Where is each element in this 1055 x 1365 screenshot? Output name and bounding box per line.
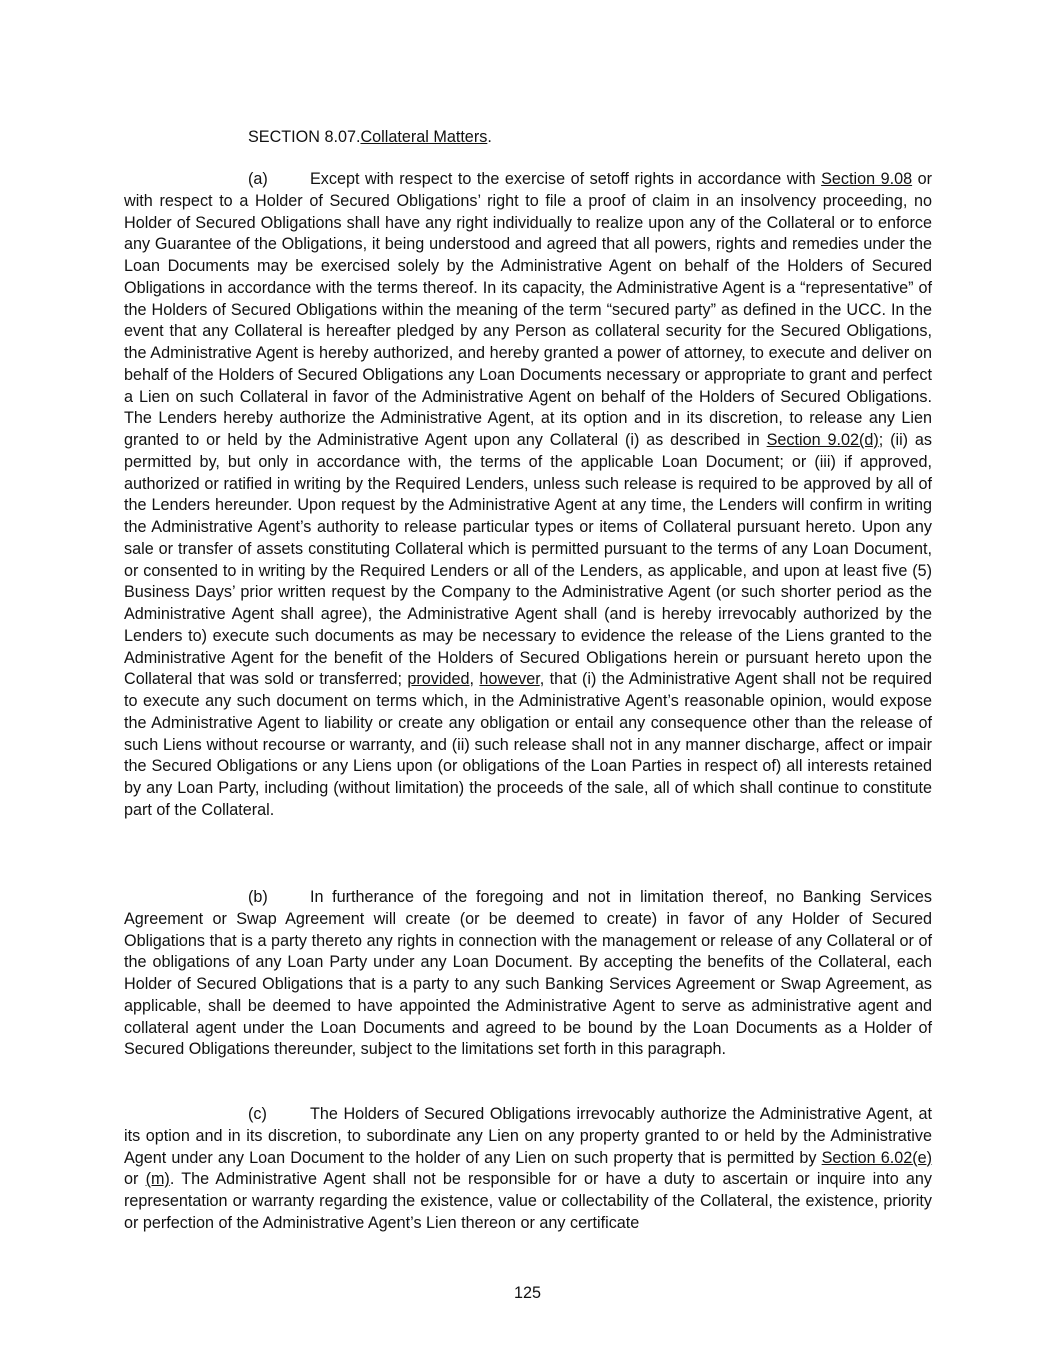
- paragraph-b: [124, 887, 932, 1061]
- paragraph-c-text-3: . The Administrative Agent shall not be responsible for or have a duty to ascertain or inquire into any representation or warranty regarding the existence, value or collectability of the Collateral, the existence, priority or perfection of the Administrative Agent’s Lien thereon or any certificate: [124, 1170, 932, 1232]
- section-6-02e-reference: Section 6.02(e): [821, 1148, 933, 1167]
- paragraph-a-text-4: , that (i) the Administrative Agent shall not be required to execute any such document on terms which, in the Administrative Agent’s reasonable opinion, would expose the Administrative Agent to liability or create any obligation or entail any consequence other than the release of such Liens without recourse or warranty, and (ii) such release shall not in any manner discharge, affect or impair the Secured Obligations or any Liens upon (or obligations of the Loan Parties in respect of) all interests retained by any Loan Party, including (without limitation) the proceeds of the sale, all of which shall continue to constitute part of the Collateral.: [124, 670, 933, 819]
- provided-term: provided: [407, 670, 470, 689]
- paragraph-a-text-3: ; (ii) as permitted by, but only in accordance with, the terms of the applicable Loan Document; or (iii) if approved, authorized or ratified in writing by the Required Lenders, unless such release is required to be approved by all of the Lenders hereunder. Upon request by the Administrative Agent at any time, the Lenders will confirm in writing the Administrative Agent’s authority to release particular types or items of Collateral pursuant hereto. Upon any sale or transfer of assets constituting Collateral which is permitted pursuant to the terms of any Loan Document, or consented to in writing by the Required Lenders or all of the Lenders, as applicable, and upon at least five (5) Business Days’ prior written request by the Company to the Administrative Agent (or such shorter period as the Administrative Agent shall agree), the Administrative Agent shall (and is hereby irrevocably authorized by the Lenders to) execute such documents as may be necessary to evidence the release of the Liens granted to the Administrative Agent for the benefit of the Holders of Secured Obligations herein or pursuant hereto upon the Collateral that was sold or transferred;: [124, 431, 933, 689]
- section-title: Collateral Matters: [360, 128, 488, 146]
- paragraph-c-text-1: The Holders of Secured Obligations irrevocably authorize the Administrative Agent, at its option and in its discretion, to subordinate any Lien on any property granted to or held by the Administrative Agent under any Loan Document to the holder of any Lien on such property that is permitted by: [124, 1105, 932, 1167]
- paragraph-a-label: (a): [248, 170, 268, 188]
- section-9-02d-reference: Section 9.02(d): [766, 431, 879, 449]
- however-term: however: [479, 670, 540, 689]
- paragraph-c: [124, 1104, 932, 1235]
- paragraph-a-text-2: or with respect to a Holder of Secured Obligations’ right to file a proof of claim in an insolvency proceeding, no Holder of Secured Obligations shall have any right individually to realize upon any of the Collateral or to enforce any Guarantee of the Obligations, it being understood and agreed that all powers, rights and remedies under the Loan Documents may be exercised solely by the Administrative Agent on behalf of the Holders of Secured Obligations in accordance with the terms thereof. In its capacity, the Administrative Agent is a “representative” of the Holders of Secured Obligations within the meaning of the term “secured party” as defined in the UCC. In the event that any Collateral is hereafter pledged by any Person as collateral security for the Secured Obligations, the Administrative Agent is hereby authorized, and hereby granted a power of attorney, to execute and deliver on behalf of the Holders of Secured Obligations any Loan Documents necessary or appropriate to grant and perfect a Lien on such Collateral in favor of the Administrative Agent on behalf of the Holders of Secured Obligations. The Lenders hereby authorize the Administrative Agent, at its option and in its discretion, to release any Lien granted to or held by the Administrative Agent upon any Collateral (i) as described in: [124, 170, 932, 449]
- section-title-period: .: [487, 128, 492, 146]
- clause-m-reference: (m): [145, 1170, 170, 1189]
- section-number: SECTION 8.07.: [248, 128, 361, 146]
- paragraph-a-text-1: Except with respect to the exercise of setoff rights in accordance with: [310, 170, 822, 188]
- page-number: 125: [513, 1284, 541, 1302]
- section-9-08-reference: Section 9.08: [821, 170, 913, 188]
- provided-comma: ,: [469, 670, 480, 689]
- paragraph-a: [124, 169, 932, 822]
- section-heading: [248, 126, 492, 148]
- paragraph-c-text-2: or: [124, 1170, 146, 1189]
- paragraph-b-label: (b): [248, 888, 268, 906]
- paragraph-b-text: In furtherance of the foregoing and not in limitation thereof, no Banking Services Agreement or Swap Agreement will create (or be deemed to create) in favor of any Holder of Secured Obligations that is a party thereto any rights in connection with the management or release of any Collateral or of the obligations of any Loan Party under any Loan Document. By accepting the benefits of the Collateral, each Holder of Secured Obligations that is a party to any such Banking Services Agreement or Swap Agreement, as applicable, shall be deemed to have appointed the Administrative Agent to serve as administrative agent and collateral agent under the Loan Documents and agreed to be bound by the Loan Documents as a Holder of Secured Obligations thereunder, subject to the limitations set forth in this paragraph.: [124, 888, 932, 1059]
- paragraph-c-label: (c): [248, 1105, 267, 1123]
